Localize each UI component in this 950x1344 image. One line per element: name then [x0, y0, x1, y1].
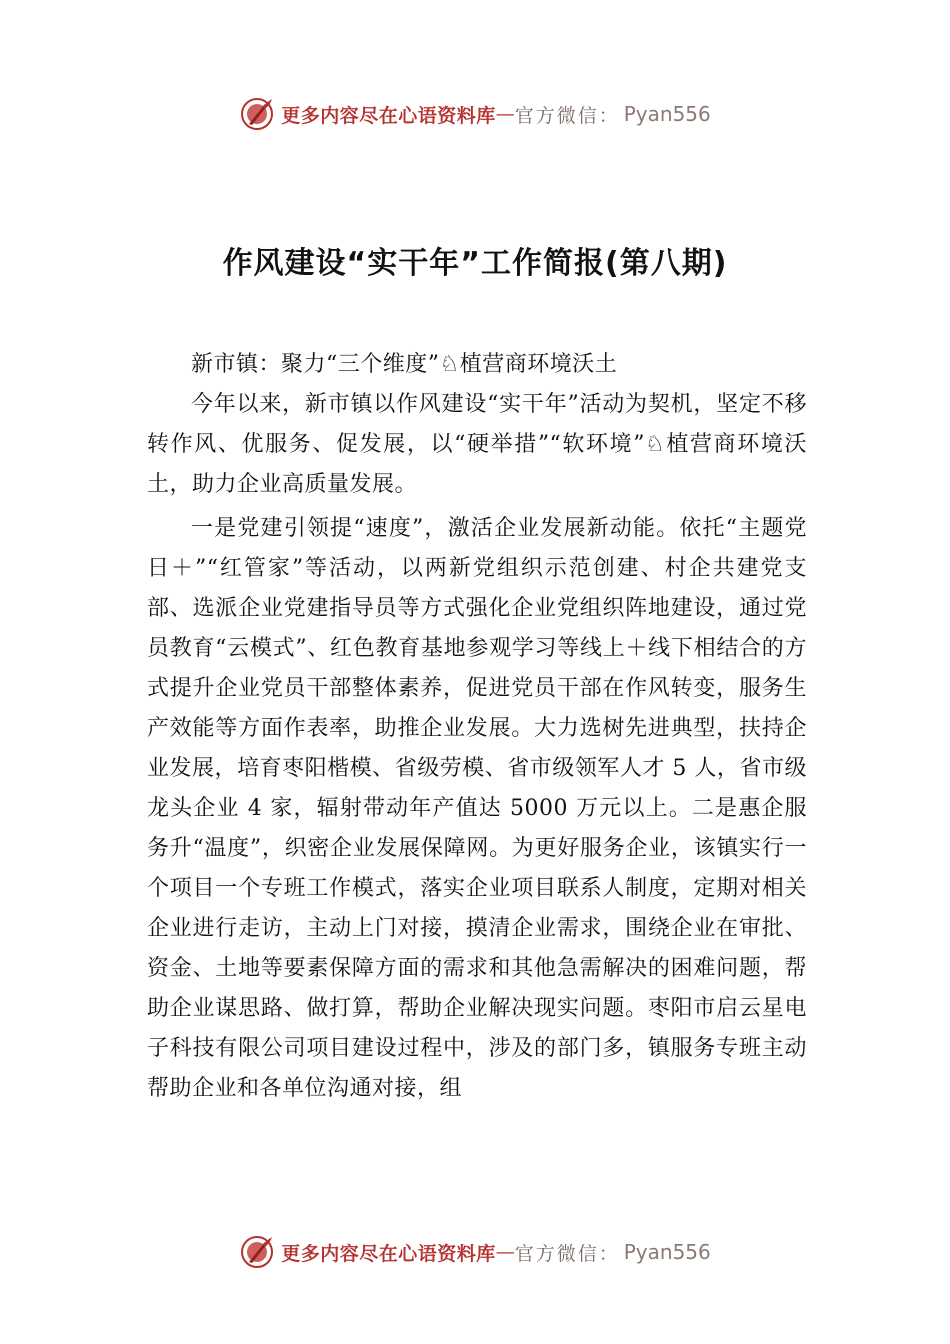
banner-wechat-label: 官方微信：	[514, 104, 620, 127]
quill-logo-icon	[239, 1234, 275, 1270]
banner-wechat-id: Pyan556	[623, 102, 711, 126]
quill-logo-icon	[239, 96, 275, 132]
banner-dash: —	[495, 103, 515, 125]
banner-wechat-id: Pyan556	[623, 1240, 711, 1264]
banner-main-text: 更多内容尽在心语资料库	[281, 104, 496, 127]
banner-dash: —	[495, 1241, 515, 1263]
intro-paragraph: 今年以来，新市镇以作风建设“实干年”活动为契机，坚定不移转作风、优服务、促发展，以“硬举措”“软环境”♘植营商环境沃土，助力企业高质量发展。	[147, 392, 807, 497]
footer-banner	[0, 1230, 950, 1274]
banner-wechat-label: 官方微信：	[514, 1242, 620, 1265]
body-paragraph: 一是党建引领提“速度”，激活企业发展新动能。依托“主题党日＋”“红管家”等活动，以两新党组织示范创建、村企共建党支部、选派企业党建指导员等方式强化企业党组织阵地建设，通过党员教育“云模式”、红色教育基地参观学习等线上＋线下相结合的方式提升企业党员干部整体素养，促进党员干部在作风转变，服务生产效能等方面作表率，助推企业发展。大力选树先进典型，扶持企业发展，培育枣阳楷模、省级劳模、省市级领军人才 5 人，省市级龙头企业 4 家，辐射带动年产值达 5000 万元以上。二是惠企服务升“温度”，织密企业发展保障网。为更好服务企业，该镇实行一个项目一个专班工作模式，落实企业项目联系人制度，定期对相关企业进行走访，主动上门对接，摸清企业需求，围绕企业在审批、资金、土地等要素保障方面的需求和其他急需解决的困难问题，帮助企业谋思路、做打算，帮助企业解决现实问题。枣阳市启云星电子科技有限公司项目建设过程中，涉及的部门多，镇服务专班主动帮助企业和各单位沟通对接，组	[147, 516, 807, 1101]
header-banner	[0, 92, 950, 136]
document-subtitle: 新市镇：聚力“三个维度”♘植营商环境沃土	[191, 352, 618, 377]
document-body	[147, 345, 807, 1109]
document-title: 作风建设“实干年”工作简报(第八期)	[222, 246, 728, 281]
banner-main-text: 更多内容尽在心语资料库	[281, 1242, 496, 1265]
